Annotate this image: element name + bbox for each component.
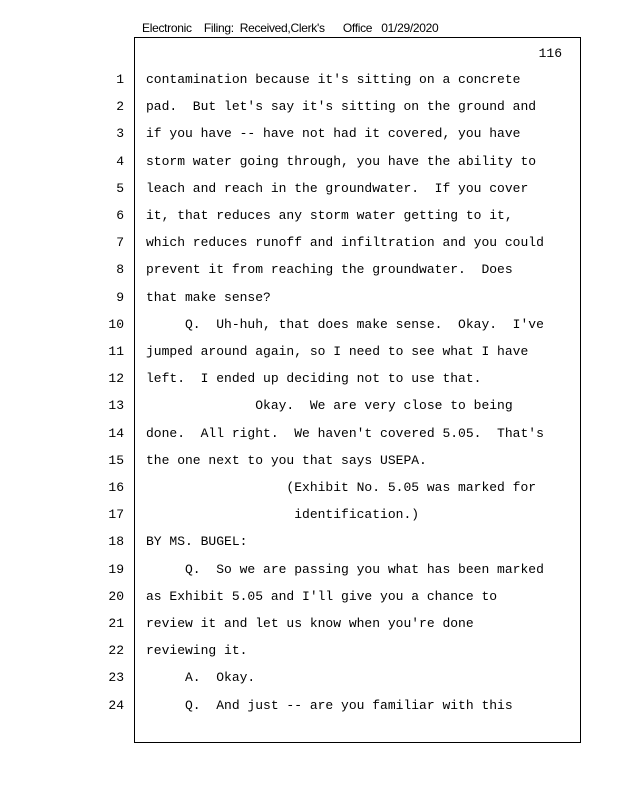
transcript-line: if you have -- have not had it covered, you have xyxy=(146,126,521,142)
transcript-line: Q. So we are passing you what has been marked xyxy=(146,561,544,577)
transcript-line: done. All right. We haven't covered 5.05. That's xyxy=(146,425,544,441)
line-number: 1 xyxy=(116,72,124,87)
transcript-line: jumped around again, so I need to see what I have xyxy=(146,344,529,359)
line-number: 20 xyxy=(108,588,124,604)
transcript-line: storm water going through, you have the ability to xyxy=(146,153,537,169)
line-number: 3 xyxy=(116,126,124,142)
line-number: 15 xyxy=(108,452,124,468)
transcript-line: review it and let us know when you're done xyxy=(146,616,474,631)
line-number: 10 xyxy=(108,316,124,332)
line-number: 21 xyxy=(108,616,124,631)
line-number: 6 xyxy=(116,208,124,223)
line-number: 24 xyxy=(108,697,124,713)
transcript-line: leach and reach in the groundwater. If you cover xyxy=(146,180,529,196)
transcript-line: that make sense? xyxy=(146,289,271,305)
line-number: 4 xyxy=(116,153,124,169)
transcript-line: as Exhibit 5.05 and I'll give you a chance to xyxy=(146,588,498,604)
line-number: 19 xyxy=(108,561,124,577)
line-number: 14 xyxy=(108,425,124,441)
transcript-line: the one next to you that says USEPA. xyxy=(146,452,427,468)
line-number: 7 xyxy=(116,235,124,251)
line-number: 11 xyxy=(108,344,124,359)
line-number: 8 xyxy=(116,262,124,278)
page-number: 116 xyxy=(538,46,562,61)
transcript-line: prevent it from reaching the groundwater. Does xyxy=(146,262,513,278)
line-number: 5 xyxy=(116,180,124,196)
line-number: 22 xyxy=(108,643,124,659)
line-number: 17 xyxy=(108,507,124,523)
line-number: 18 xyxy=(108,534,124,550)
transcript-line: contamination because it's sitting on a concrete xyxy=(146,72,521,87)
line-number: 12 xyxy=(108,371,124,387)
transcript-line: it, that reduces any storm water getting to it, xyxy=(146,208,513,223)
transcript-line: reviewing it. xyxy=(146,643,248,659)
line-number: 16 xyxy=(108,480,124,495)
line-number: 13 xyxy=(108,398,124,414)
transcript-line: A. Okay. xyxy=(146,670,256,686)
line-number: 9 xyxy=(116,289,124,305)
transcript-line: Okay. We are very close to being xyxy=(146,398,513,414)
filing-header: Electronic Filing: Received,Clerk's Office 01/29/2020 xyxy=(142,21,439,35)
transcript-line: Q. Uh-huh, that does make sense. Okay. I've xyxy=(146,316,544,332)
line-number: 23 xyxy=(108,670,124,686)
transcript-line: which reduces runoff and infiltration and you could xyxy=(146,235,544,251)
transcript-line: left. I ended up deciding not to use that. xyxy=(146,371,482,387)
transcript-line: pad. But let's say it's sitting on the ground and xyxy=(146,99,537,115)
transcript-page-border xyxy=(134,37,581,743)
transcript-line: identification.) xyxy=(146,507,420,523)
transcript-line: (Exhibit No. 5.05 was marked for xyxy=(146,480,537,495)
transcript-line: Q. And just -- are you familiar with this xyxy=(146,697,513,713)
transcript-line: BY MS. BUGEL: xyxy=(146,534,248,550)
line-number: 2 xyxy=(116,99,124,115)
